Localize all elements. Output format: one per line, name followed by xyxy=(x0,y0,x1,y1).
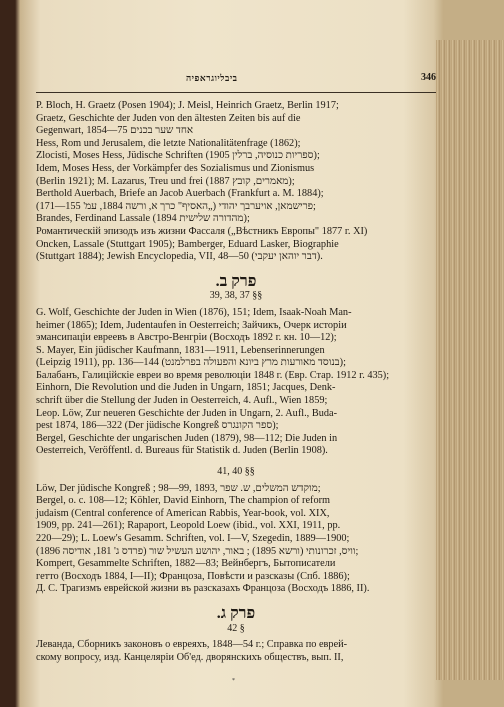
text-line: Idem, Moses Hess, der Vorkämpfer des Sozialismus und Zionismus xyxy=(36,162,315,174)
bibliography-block-1 xyxy=(36,100,436,264)
text-line: гетто (Восходъ 1884, I—II); Францоза, Повѣсти и разсказы (Спб. 1886); xyxy=(36,570,350,582)
text-line: P. Bloch, H. Graetz (Posen 1904); J. Meisl, Heinrich Graetz, Berlin 1917; xyxy=(36,100,339,111)
bibliography-block-4 xyxy=(36,639,436,664)
text-line: Романтическій эпизодъ изъ жизни Фассаля („Вѣстникъ Европы" 1877 г. XI) xyxy=(36,225,368,237)
text-line: Балабанъ, Галиційскіе евреи во время революціи 1848 г. (Евр. Стар. 1912 г. 435); xyxy=(36,369,390,381)
text-line: Löw, Der jüdische Kongreß ; 98—99, 1893, מוקדש המשלים, ש. שפר; xyxy=(36,482,321,494)
text-line: Kompert, Gesammelte Schriften, 1882—83; Вейнбергъ, Бытописатели xyxy=(36,558,336,570)
bibliography-block-2 xyxy=(36,307,436,458)
text-line: Graetz, Geschichte der Juden von den ältesten Zeiten bis auf die xyxy=(36,112,301,124)
running-title: ביבליוגראפיה xyxy=(186,73,238,83)
text-line: эмансипаціи евреевъ в Австро-Венгріи (Восходъ 1892 г. кн. 10—12); xyxy=(36,332,337,344)
book-page xyxy=(36,70,436,690)
text-line: pest 1874, 186—322 (Der jüdische Kongreß ספר הקונגרס); xyxy=(36,420,279,432)
text-line: S. Mayer, Ein jüdischer Kaufmann, 1831—1911, Lebenserinnerungen xyxy=(36,344,325,356)
section-mark: 41, 40 §§ xyxy=(217,466,255,478)
chapter-heading-c: פרק ג. xyxy=(216,604,256,622)
text-line: Леванда, Сборникъ законовъ о евреяхъ, 1848—54 г.; Справка по еврей- xyxy=(36,639,348,651)
text-line: (Leipzig 1911), pp. 136—144 (בנוסד מאורעות מרץ ביונא והפעולה בפרלמנט); xyxy=(36,357,346,369)
text-line: heimer (1865); Idem, Judentaufen in Oesterreich; Зайчикъ, Очерк исторіи xyxy=(36,319,347,331)
text-line: Bergel, Geschichte der ungarischen Juden (1879), 98—112; Die Juden in xyxy=(36,432,338,444)
text-line: Zlocisti, Moses Hess, Jüdische Schriften (1905 ספריות כנוסיה, ברלין); xyxy=(36,150,320,162)
text-line: Brandes, Ferdinand Lassale (1894 מהדורה שלישית); xyxy=(36,213,250,225)
text-line: Д. С. Трагизмъ еврейской жизни въ разсказахъ Францоза (Восходъ 1886, II). xyxy=(36,583,370,595)
text-line: Oesterreich, Veröffentl. d. Bureaus für Statistik d. Juden (Berlin 1908). xyxy=(36,445,328,457)
text-line: (Stuttgart 1884); Jewish Encyclopedia, VII, 48—50 (דבר יוהאן יעקבי). xyxy=(36,251,323,263)
page-number: 346 xyxy=(421,72,436,83)
text-line: Leop. Löw, Zur neueren Geschichte der Juden in Ungarn, 2. Aufl., Buda- xyxy=(36,407,337,419)
text-line: Bergel, o. c. 108—12; Köhler, David Einhorn, The champion of reform xyxy=(36,495,331,507)
text-line: Berthold Auerbach, Briefe an Jacob Auerbach (Frankfurt a. M. 1884); xyxy=(36,188,324,200)
running-head xyxy=(36,70,436,93)
text-line: скому вопросу, изд. Канцеляріи Об'ед. дворянскихъ обществъ, вып. II, xyxy=(36,651,344,663)
page-edges xyxy=(436,40,504,680)
chapter-heading-b: פרק ב. xyxy=(215,272,257,290)
text-line: פרישמאן, אויערבך יהודי („האסיף" כרך א, ורשה 1884, עמ' 155—171); xyxy=(36,200,316,212)
text-line: Oncken, Lassale (Stuttgart 1905); Bamberger, Eduard Lasker, Biographie xyxy=(36,238,339,250)
text-line: Hess, Rom und Jerusalem, die letzte Nationalitätenfrage (1862); xyxy=(36,137,301,149)
bibliography-text xyxy=(36,100,436,664)
text-line: Gegenwart, 1854—75 אחד שער בכנים xyxy=(36,125,194,137)
text-line: וויס, זכרונותי (ורשא 1895) ; באור, יהושע העשיל שור (פרדס ג' 181, אודיסה 1896); xyxy=(36,545,359,557)
text-line: G. Wolf, Geschichte der Juden in Wien (1876), 151; Idem, Isaak-Noah Man- xyxy=(36,306,352,318)
section-mark: 39, 38, 37 §§ xyxy=(209,290,263,302)
section-mark: 42 § xyxy=(227,622,245,634)
bibliography-block-3 xyxy=(36,483,436,596)
text-line: 220—29); L. Loew's Gesamm. Schriften, vol. I—V, Szegedin, 1889—1900; xyxy=(36,533,350,544)
text-line: judaism (Central conference of American Rabbis, Year-book, vol. XIX, xyxy=(36,507,330,519)
signature-mark: * xyxy=(232,678,235,684)
text-line: 1909, pp. 241—261); Rapaport, Leopold Loew (ibid., vol. XXI, 1911, pp. xyxy=(36,520,341,532)
text-line: Einhorn, Die Revolution und die Juden in Ungarn, 1851; Jacques, Denk- xyxy=(36,382,336,394)
text-line: (Berlin 1921); M. Lazarus, Treu und frei (1887 מאמרים, קובץ); xyxy=(36,175,295,187)
text-line: schrift über die Stellung der Juden in Oesterreich, 4. Aufl., Wien 1859; xyxy=(36,395,328,407)
